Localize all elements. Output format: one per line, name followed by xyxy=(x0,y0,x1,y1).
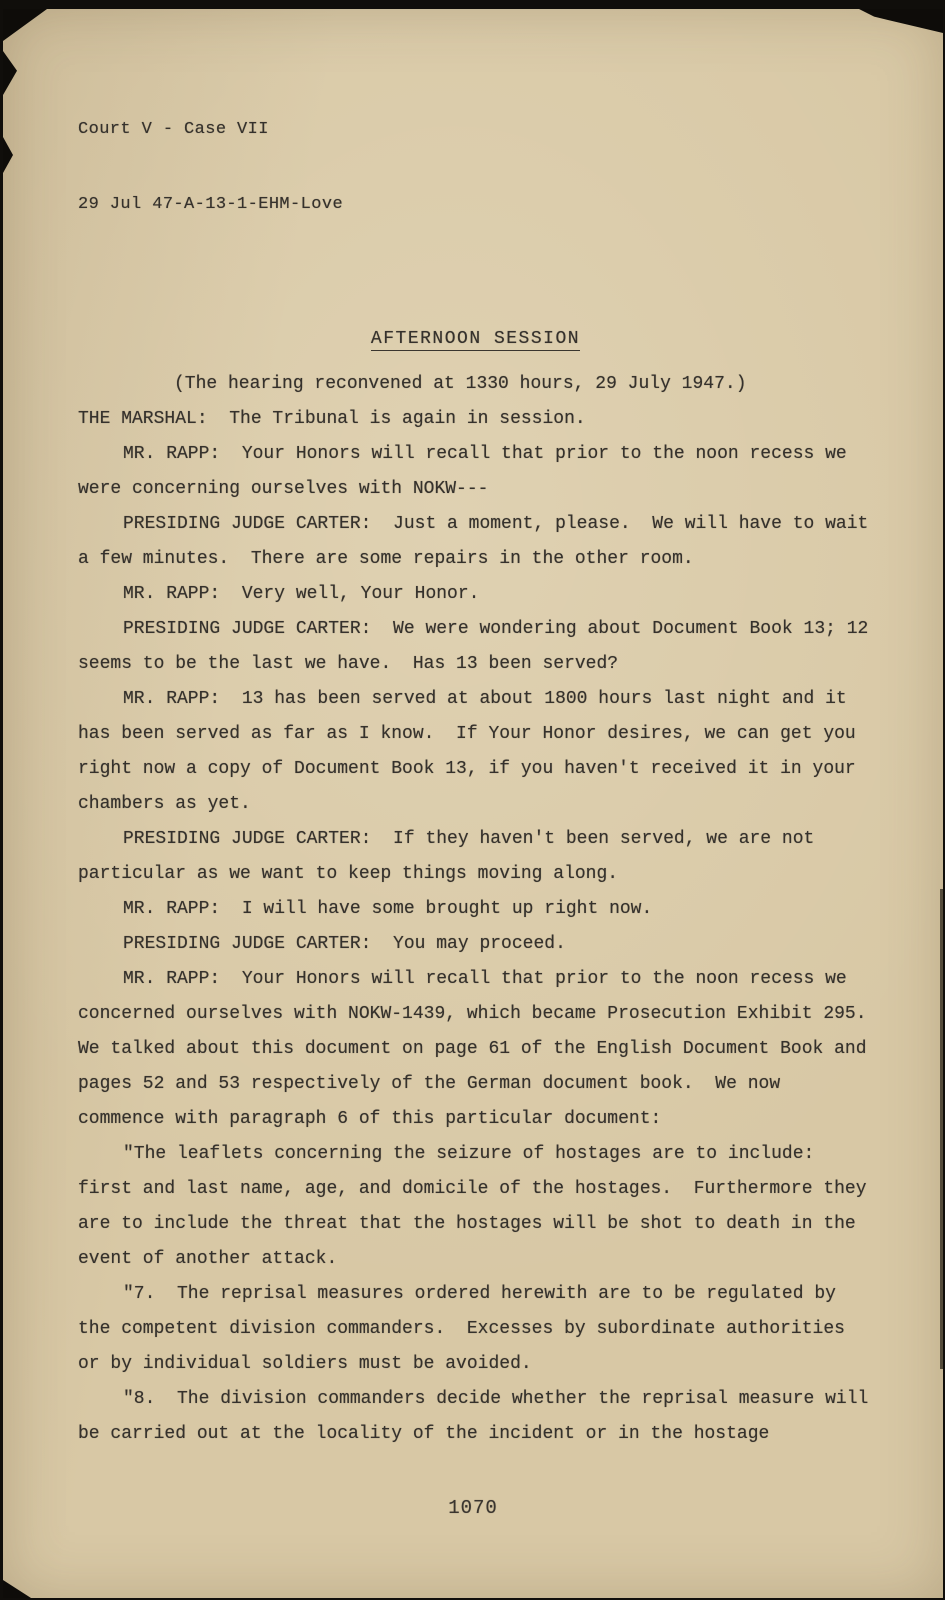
session-title-row xyxy=(78,329,873,351)
transcript-paragraph: "The leaflets concerning the seizure of hostages are to include: first and last name, age, and domicile of the hostages. Furthermore they are to include the threat that the hostages will be shot to death in the event of another attack. xyxy=(78,1144,878,1269)
transcript-paragraph: THE MARSHAL: The Tribunal is again in session. xyxy=(78,409,586,429)
transcript-body xyxy=(78,367,889,1452)
scan-artifact-left-nick2-icon xyxy=(3,137,13,173)
transcript-paragraph: PRESIDING JUDGE CARTER: Just a moment, please. We will have to wait a few minutes. There are some repairs in the other room. xyxy=(78,514,880,569)
transcript-paragraph: MR. RAPP: Very well, Your Honor. xyxy=(123,584,480,604)
case-header-line2: 29 Jul 47-A-13-1-EHM-Love xyxy=(78,195,344,214)
transcript-paragraph: (The hearing reconvened at 1330 hours, 29 July 1947.) xyxy=(174,374,747,394)
scan-artifact-top-left-icon xyxy=(3,9,47,41)
transcript-paragraph: MR. RAPP: 13 has been served at about 1800 hours last night and it has been served as far as I know. If Your Honor desires, we can get you right now a copy of Document Book 13, if you haven't received it in your chambers as yet. xyxy=(78,689,867,814)
case-header xyxy=(78,9,873,267)
session-title: AFTERNOON SESSION xyxy=(370,329,581,349)
transcript-sheet xyxy=(78,9,889,1452)
transcript-paragraph: MR. RAPP: Your Honors will recall that prior to the noon recess we concerned ourselves with NOKW-1439, which became Prosecution Exhibit 295. We talked about this document on page 61 of the English Document Book and pages 52 and 53 respectively of the German document book. We now commence with paragraph 6 of this particular document: xyxy=(78,969,889,1129)
scan-artifact-left-nick-icon xyxy=(3,51,17,95)
transcript-paragraph: PRESIDING JUDGE CARTER: If they haven't been served, we are not particular as we want to keep things moving along. xyxy=(78,829,826,884)
transcript-paragraph: PRESIDING JUDGE CARTER: We were wondering about Document Book 13; 12 seems to be the last we have. Has 13 been served? xyxy=(78,619,880,674)
scan-artifact-right-edge-icon xyxy=(940,889,943,1369)
transcript-paragraph: MR. RAPP: Your Honors will recall that prior to the noon recess we were concerning ourselves with NOKW--- xyxy=(78,444,858,499)
transcript-paragraph: "8. The division commanders decide whether the reprisal measure will be carried out at the locality of the incident or in the hostage xyxy=(78,1389,880,1444)
page-number: 1070 xyxy=(448,1497,498,1519)
transcript-paragraph: PRESIDING JUDGE CARTER: You may proceed. xyxy=(123,934,566,954)
document-page xyxy=(3,9,943,1598)
scan-artifact-bottom-left-icon xyxy=(3,1580,31,1598)
transcript-paragraph: MR. RAPP: I will have some brought up right now. xyxy=(123,899,653,919)
transcript-paragraph: "7. The reprisal measures ordered herewith are to be regulated by the competent division commanders. Excesses by subordinate authorities or by individual soldiers must be avoided. xyxy=(78,1284,856,1374)
case-header-line1: Court V - Case VII xyxy=(78,120,269,139)
